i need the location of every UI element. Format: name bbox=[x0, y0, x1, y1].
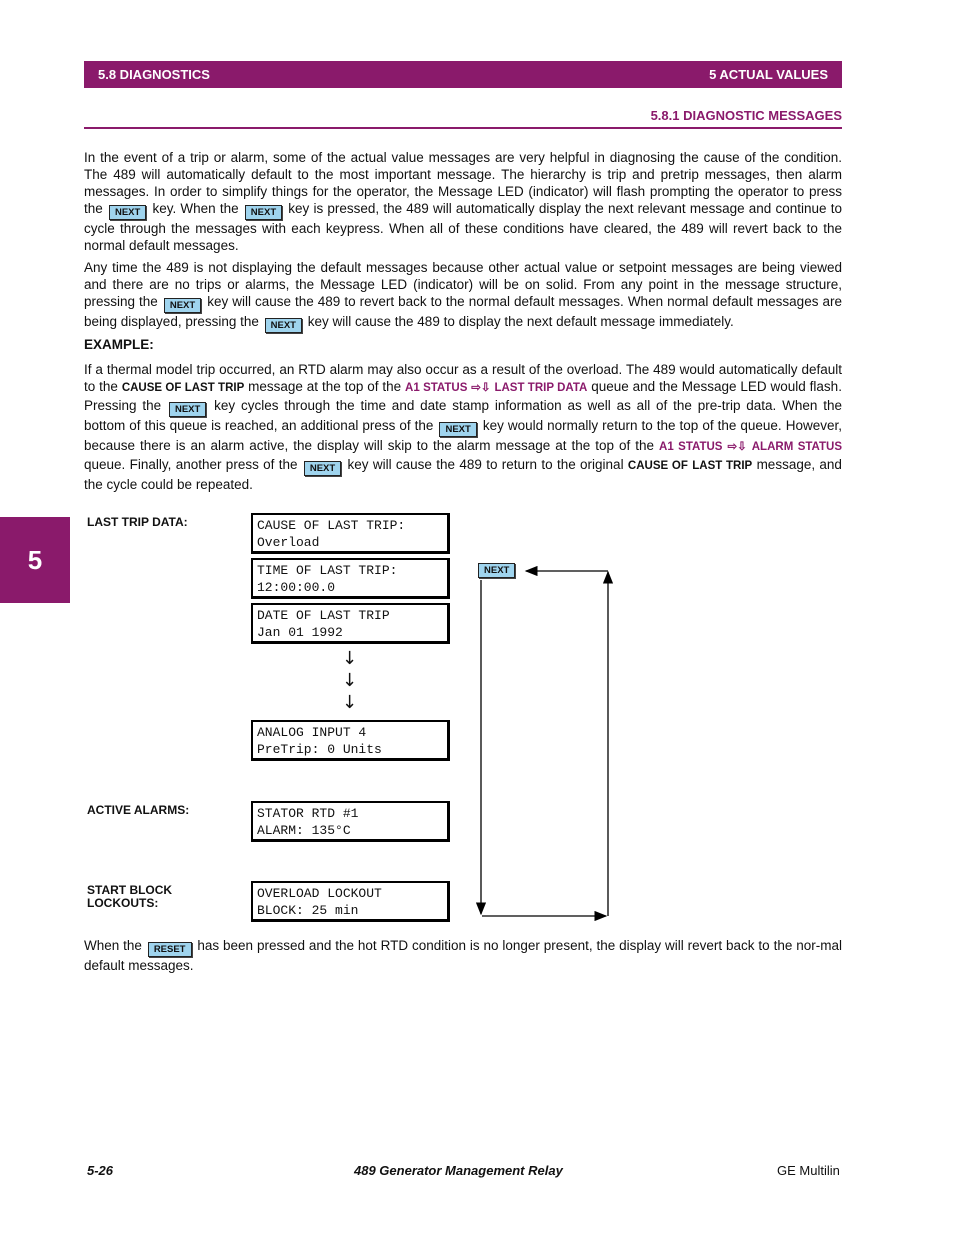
footer-title: 489 Generator Management Relay bbox=[354, 1163, 563, 1178]
section-title: 5.8 DIAGNOSTICS bbox=[98, 67, 210, 82]
label-start-block-line2: LOCKOUTS: bbox=[87, 896, 159, 910]
p1-text-c: key is pressed, the 489 will automatically display the next relevant message and continue to cycle through the messages with each keypress. When all of these conditions have cleared, the 489 will revert back to the normal default messages. bbox=[84, 201, 842, 253]
chapter-tab: 5 bbox=[0, 517, 70, 603]
display-overload-lockout: OVERLOAD LOCKOUT BLOCK: 25 min bbox=[251, 881, 450, 922]
paragraph-intro bbox=[84, 149, 842, 254]
paragraph-default-messages bbox=[84, 259, 842, 333]
p3-text-b: message at the top of the bbox=[248, 379, 402, 394]
cause-of-ref: CAUSE OF bbox=[627, 460, 688, 472]
p4-text-a: When the bbox=[84, 938, 142, 953]
continuation-arrows bbox=[342, 648, 357, 714]
cause-of-last-trip-ref: CAUSE OF LAST TRIP bbox=[121, 382, 245, 394]
last-trip-ref: LAST TRIP bbox=[692, 460, 753, 472]
next-key-icon: NEXT bbox=[304, 461, 341, 476]
label-active-alarms: ACTIVE ALARMS: bbox=[87, 803, 190, 817]
next-key-icon: NEXT bbox=[478, 563, 515, 578]
chapter-title: 5 ACTUAL VALUES bbox=[709, 67, 828, 82]
p2-text-c: key will cause the 489 to display the next default message immediately. bbox=[307, 314, 734, 329]
subsection-title: 5.8.1 DIAGNOSTIC MESSAGES bbox=[650, 108, 842, 123]
label-start-block-line1: START BLOCK bbox=[87, 883, 173, 897]
p3-text-e: key would normally return to the top of the queue. However, because there is an alarm active, the display will skip to the alarm message at the top of the bbox=[84, 418, 842, 453]
display-stator-rtd: STATOR RTD #1 ALARM: 135°C bbox=[251, 801, 450, 842]
label-last-trip-data: LAST TRIP DATA: bbox=[87, 515, 188, 529]
p3-text-g: key will cause the 489 to return to the original bbox=[347, 457, 624, 472]
path-arrows-icon: ⇨⇩ bbox=[727, 441, 747, 453]
next-key-icon: NEXT bbox=[439, 422, 476, 437]
p3-text-c: queue and the Message LED would flash. Pressing the bbox=[84, 379, 842, 413]
down-arrow-icon: ↓ bbox=[342, 692, 358, 713]
label-start-block-lockouts bbox=[87, 884, 172, 910]
display-time-of-last-trip: TIME OF LAST TRIP: 12:00:00.0 bbox=[251, 558, 450, 599]
a1-status-ref: A1 STATUS bbox=[405, 382, 468, 394]
p1-text-a: In the event of a trip or alarm, some of the actual value messages are very helpful in diagnosing the cause of the condition. The 489 will automatically default to the most important message. The hierarchy is trip and pretrip messages, then alarm messages. In order to simplify things for the operator, the Message LED (indicator) will flash prompting the operator to press the bbox=[84, 150, 842, 216]
footer-company: GE Multilin bbox=[777, 1163, 840, 1178]
p4-text-b: has been pressed and the hot RTD condition is no longer present, the display will revert back to the nor-mal default messages. bbox=[84, 938, 842, 973]
path-arrows-icon: ⇨⇩ bbox=[471, 382, 491, 394]
next-key-icon: NEXT bbox=[164, 298, 201, 313]
p3-text-a: If a thermal model trip occurred, an RTD alarm may also occur as a result of the overload. The 489 would automatically default to the bbox=[84, 362, 842, 394]
p2-text-b: key will cause the 489 to revert back to the normal default messages. When normal default messages are being displayed, pressing the bbox=[84, 294, 842, 329]
display-analog-input: ANALOG INPUT 4 PreTrip: 0 Units bbox=[251, 720, 450, 761]
last-trip-data-ref: LAST TRIP DATA bbox=[494, 382, 588, 394]
subsection-rule bbox=[84, 127, 842, 129]
next-key-icon: NEXT bbox=[245, 205, 282, 220]
a1-status-ref: A1 STATUS bbox=[659, 441, 723, 453]
display-cause-of-last-trip: CAUSE OF LAST TRIP: Overload bbox=[251, 513, 450, 554]
reset-key-icon: RESET bbox=[148, 942, 192, 957]
section-header-bar bbox=[84, 61, 842, 88]
footer-page-number: 5-26 bbox=[87, 1163, 114, 1178]
down-arrow-icon: ↓ bbox=[342, 670, 358, 691]
p1-text-b: key. When the bbox=[152, 201, 239, 216]
p3-text-f: queue. Finally, another press of the bbox=[84, 457, 298, 472]
next-key-icon: NEXT bbox=[109, 205, 146, 220]
paragraph-example bbox=[84, 361, 842, 493]
cycle-flow-arrows bbox=[470, 558, 620, 928]
alarm-status-ref: ALARM STATUS bbox=[751, 441, 842, 453]
p2-text-a: Any time the 489 is not displaying the default messages because other actual value or setpoint messages are being viewed and there are no trips or alarms, the Message LED (indicator) will be on solid. From any point in the message structure, pressing the bbox=[84, 260, 842, 309]
display-date-of-last-trip: DATE OF LAST TRIP Jan 01 1992 bbox=[251, 603, 450, 644]
example-heading: EXAMPLE: bbox=[84, 337, 154, 352]
paragraph-reset bbox=[84, 937, 842, 974]
p3-text-h: message, and the cycle could be repeated. bbox=[84, 457, 842, 492]
next-key-icon: NEXT bbox=[169, 402, 206, 417]
p3-text-d: key cycles through the time and date stamp information as well as all of the pre-trip data. When the bottom of this queue is reached, an additional press of the bbox=[84, 398, 842, 433]
next-key-icon: NEXT bbox=[265, 318, 302, 333]
down-arrow-icon: ↓ bbox=[342, 648, 358, 669]
